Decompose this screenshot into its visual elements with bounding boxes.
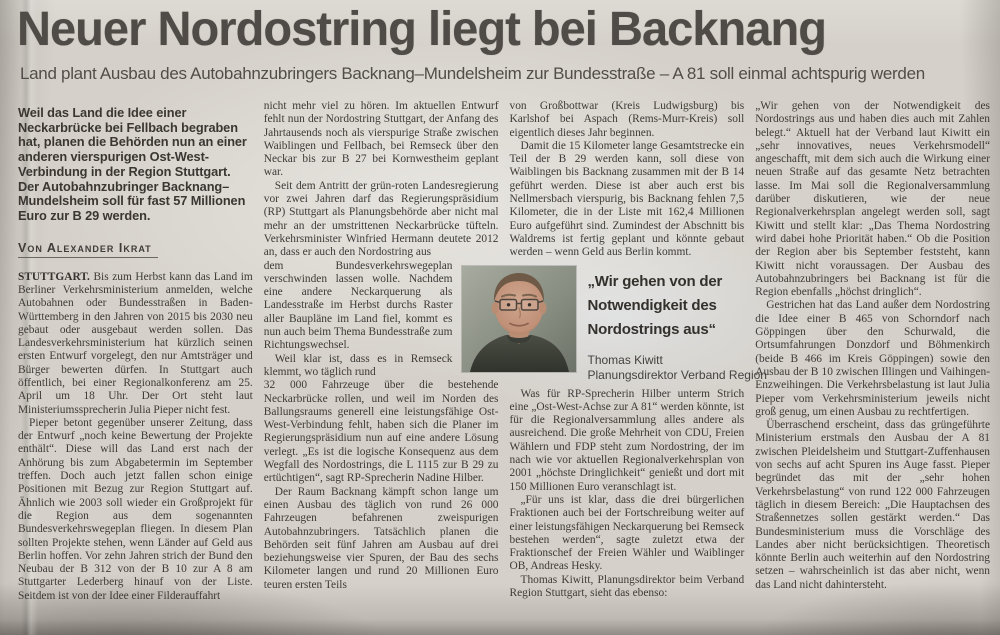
article-subheadline: Land plant Ausbau des Autobahnzubringers Backnang–Mundelsheim zur Bundesstraße – A 81 soll einmal achtspurig werden [20,64,925,83]
body-paragraph: Der Raum Backnang kämpft schon lange um einen Ausbau des täglich von rund 26 000 Fahrzeugen befahrenen zweispurigen Autobahnzubringers. Tatsächlich planen die Behörden seit fünf Jahren am Ausbau auf drei beziehungsweise vier Spuren, der Bau des sechs Kilometer langen und rund 20 Millionen Euro teuren ersten Teils [263,485,499,591]
body-paragraph: nicht mehr viel zu hören. Im aktuellen Entwurf fehlt nun der Nordostring Stuttgart, der Anfang des Jahrtausends noch als vierspurige Straße zwischen Waiblingen und Fellbach, bei Remseck über den Neckar bis zur B 27 bei Kornwestheim geplant war. [263,100,499,179]
body-paragraph: Damit die 15 Kilometer lange Gesamtstrecke ein Teil der B 29 werden kann, soll diese von Waiblingen bis Backnang zusammen mit der B 14 geführt werden. Diese ist aber auch erst bis Nellmersbach vierspurig, bis Backnang fehlen 7,5 Kilometer, die in der Liste mit 162,4 Millionen Euro aufgeführt sind. Zumindest der Abschnitt bis Waldrems ist fertig geplant und könnte gebaut werden – wenn Geld aus Berlin kommt. [509,139,745,259]
body-paragraph: „Für uns ist klar, dass die drei bürgerlichen Fraktionen auch bei der Fortschreibung weiter auf einer leistungsfähigen Neckarquerung bei Remseck bestehen werden“, sagte zuletzt etwa der Fraktionschef der Freien Wähler und Waiblinger OB, Andreas Hesky. [509,493,745,573]
body-paragraph: 32 000 Fahrzeuge über die bestehende Neckarbrücke rollen, und weil im Norden des Ballungsraums generell eine leistungsfähige Ost-West-Verbindung fehlt, haben sich die Planer im Regierungspräsidium nun auf eine andere Lösung verlegt. „Es ist die logische Konsequenz aus dem Wegfall des Nordostrings, die L 1115 zur B 29 zu ertüchtigen“, sagt RP-Sprecherin Nadine Hilber. [263,379,499,485]
dateline: STUTTGART. [18,270,90,283]
pull-quote-role: Planungsdirektor Verband Region [587,367,767,382]
body-paragraph: Thomas Kiwitt, Planungsdirektor beim Verband Region Stuttgart, sieht das ebenso: [509,573,745,600]
body-paragraph: dem Bundesverkehrswegeplan verschwinden lassen wolle. Nachdem eine andere Neckarquerung als Landesstraße im Herbst durchs Raster aller Baupläne im Land fiel, kommt es nun auch beim Thema Bundesstraße zum Richtungswechsel. [263,259,453,352]
pull-quote-block [462,266,767,383]
article-body [18,100,990,635]
column-3 [509,100,767,635]
pull-quote [588,266,767,383]
lead-paragraph: Weil das Land die Idee einer Neckarbrücke bei Fellbach begraben hat, planen die Behörden nun an einer anderen vierspurigen Ost-West-Verbindung in der Region Stuttgart. Der Autobahnzubringer Backnang–Mundelsheim soll für fast 57 Millionen Euro zur B 29 werden. [18,105,247,223]
body-paragraph: Weil klar ist, dass es in Remseck klemmt, wo täglich rund [263,352,453,378]
pull-quote-text: „Wir gehen von der Notwendigkeit des Nordostrings aus“ [587,272,723,338]
person-portrait-illustration [462,266,576,372]
body-paragraph: Gestrichen hat das Land außer dem Nordostring die Idee einer B 465 von Schorndorf nach Göppingen über den Schurwald, die Ortsumfahrungen Donzdorf und Böhmenkirch (beide B 466 im Kreis Göppingen) sowie den Ausbau der B 10 zwischen Illingen und Vaihingen-Enzweihingen. Die Verkehrsbelastung ist laut Julia Pieper vom Verkehrsministerium jeweils nicht groß genug, um einen Ausbau zu rechtfertigen. [755,299,990,418]
byline [18,239,253,258]
body-paragraph: Überraschend erscheint, dass das grüngeführte Ministerium erstmals den Ausbau der A 81 zwischen Pleidelsheim und Stuttgart-Zuffenhausen von sechs auf acht Spuren ins Auge fasst. Pieper begründet das mit der „sehr hohen Verkehrsbelastung“ von rund 122 000 Fahrzeugen täglich in diesem Bereich: „Die Hauptachsen des Straßennetzes sollen gestärkt werden.“ Das Bundesministerium muss die Vorschläge des Landes aber nicht berücksichtigen. Theoretisch könnte Berlin auch weiterhin auf den Nordostring setzen – wahrscheinlich ist das aber nicht, wenn das Land nicht dahintersteht. [755,419,990,591]
byline-text: Von Alexander Ikrat [18,241,158,258]
article-headline: Neuer Nordostring liegt bei Backnang [17,3,826,56]
body-paragraph: Seit dem Antritt der grün-roten Landesregierung vor zwei Jahren darf das Regierungspräsidium (RP) Stuttgart als Planungsbehörde aber nicht mal mehr an der umstrittenen Neckarbrücke tüfteln. Verkehrsminister Winfried Hermann deutete 2012 an, dass er auch den Nordostring aus [263,179,499,259]
paragraph-text: Bis zum Herbst kann das Land im Berliner Verkehrsministerium anmelden, welche Autobahnen oder Bundesstraßen in Baden-Württemberg in den Jahren von 2015 bis 2030 neu gebaut oder ausgebaut werden sollen. Das Landesverkehrsministerium hat kürzlich seinen ersten Entwurf vorgelegt, den nur Amtsträger und Bürger bewerten dürfen. In Stuttgart auch öffentlich, bei einer Regionalkonferenz am 25. April um 18 Uhr. Der Ort steht laut Ministeriumssprecherin Julia Pieper nicht fest. [18,270,253,416]
body-paragraph: Pieper betont gegenüber unserer Zeitung, dass der Entwurf „noch keine Bewertung der Projekte enthält“. Diese will das Land erst nach der Anhörung bis zum Abgabetermin im September treffen. Doch auch jetzt fallen schon einige Positionen mit Bezug zur Region Stuttgart auf. Ähnlich wie 2003 soll wieder ein Großprojekt für die Region aus dem sogenannten Bundesverkehrswegeplan fliegen. In diesem Plan sollten Projekte stehen, wenn Länder auf Geld aus Berlin hoffen. Vor zehn Jahren strich der Bund den Neubau der B 312 von der B 10 zur A 8 am Stuttgarter Lederberg hinauf von der Liste. Seitdem ist von der Idee einer Filderauffahrt [18,416,253,602]
body-paragraph [18,271,253,417]
body-paragraph: Was für RP-Sprecherin Hilber unterm Strich eine „Ost-West-Achse zur A 81“ werden könnte, ist für die Regionalversammlung alles andere als ausreichend. Die große Mehrheit von CDU, Freien Wählern und FDP steht zum Nordostring, der im nach wie vor aktuellen Regionalverkehrsplan von 2001 „höchste Dringlichkeit“ genießt und dort mit 150 Millionen Euro veranschlagt ist. [509,387,745,493]
portrait-photo [462,266,576,372]
column-4 [755,100,990,635]
body-paragraph: „Wir gehen von der Notwendigkeit des Nordostrings aus und haben dies auch mit Zahlen belegt.“ Aktuell hat der Verband laut Kiwitt ein „sehr innovatives, neues Verkehrsmodell“ angeschafft, mit dem sich auch die Wirkung einer neuen Straße auf das gesamte Netz betrachten lasse. Im Mai soll die Regionalversammlung darüber diskutieren, wie der neue Regionalverkehrsplan angelegt werden soll, sagt Kiwitt und stellt klar: „Das Thema Nordostring wird dabei hohe Priorität haben.“ Ob die Position der Region aber bis September feststeht, kann Kiwitt nicht voraussagen. Der Ausbau des Autobahnzubringers bei Backnang ist für die Region ebenfalls „höchst dringlich“. [755,100,990,299]
pull-quote-author: Thomas Kiwitt [587,352,663,367]
column-1 [18,100,253,635]
body-paragraph: von Großbottwar (Kreis Ludwigsburg) bis Karlshof bei Aspach (Rems-Murr-Kreis) soll eigentlich dieses Jahr beginnen. [509,100,745,139]
